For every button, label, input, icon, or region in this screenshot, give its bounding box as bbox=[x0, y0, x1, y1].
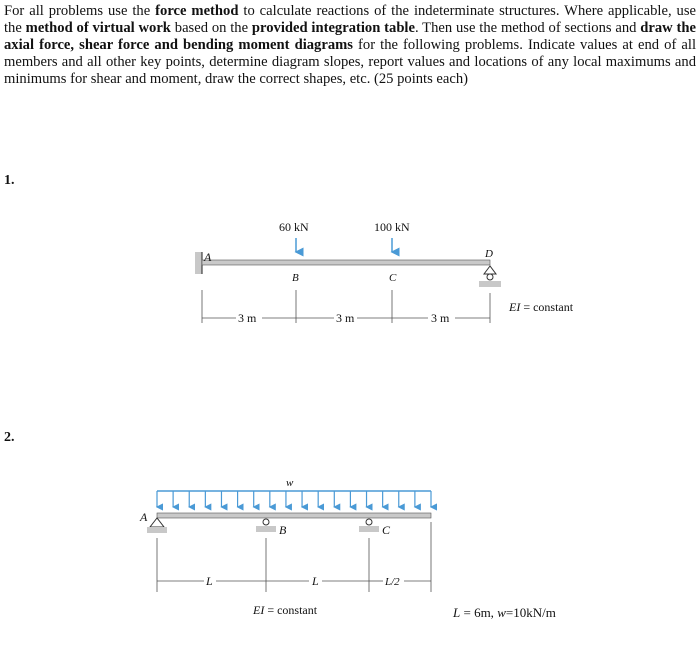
force-method-emphasis: force method bbox=[155, 3, 239, 19]
beam-1 bbox=[202, 260, 490, 265]
integration-table-emphasis: provided integration table bbox=[251, 20, 415, 36]
span-overhang-label: L/2 bbox=[385, 576, 400, 588]
problem-1-figure bbox=[195, 220, 574, 325]
parameters-label: L = 6m, w=10kN/m bbox=[453, 605, 556, 620]
problem-2-number: 2. bbox=[4, 430, 15, 445]
virtual-work-emphasis: method of virtual work bbox=[25, 20, 171, 36]
diagrams-emphasis: draw the axial force, shear force and bending moment diagrams bbox=[4, 20, 696, 53]
load-w-label: w bbox=[286, 477, 294, 489]
problem-2-figure bbox=[139, 477, 556, 620]
node-b-label: B bbox=[292, 272, 299, 284]
ei-constant-label-2: EI = constant bbox=[253, 603, 318, 617]
span-bc-label: 3 m bbox=[336, 311, 355, 325]
ei-constant-label-1: EI = constant bbox=[509, 300, 574, 314]
problem-1-number: 1. bbox=[4, 173, 15, 188]
roller-support-b bbox=[256, 519, 276, 532]
problem-instructions: For all problems use the force method to calculate reactions of the indeterminate structures. Where applicable, use the method of virtual work based on the provided integration table. Then use the method of sections and draw the axial force, shear force and bending moment diagrams for the following problems. Indicate values at end of all members and all other key points, determine diagram slopes, report values and locations of any local maximums and minimums for shear and moment, draw the correct shapes, etc. (25 points each) bbox=[4, 3, 696, 87]
roller-support-d bbox=[479, 266, 501, 287]
fixed-support-a bbox=[195, 252, 202, 274]
beam-2 bbox=[157, 513, 431, 518]
node-d-label: D bbox=[485, 248, 493, 260]
span-bc-label-2: L bbox=[312, 574, 319, 588]
distributed-load-arrows bbox=[157, 491, 431, 507]
pin-support-a bbox=[147, 518, 167, 533]
node-a-label: A bbox=[204, 250, 212, 264]
node-c-label-2: C bbox=[382, 523, 391, 537]
load-c-label: 100 kN bbox=[374, 220, 410, 234]
node-a-label-2: A bbox=[140, 510, 148, 524]
span-ab-label: 3 m bbox=[238, 311, 257, 325]
load-b-label: 60 kN bbox=[279, 220, 309, 234]
node-b-label-2: B bbox=[279, 523, 287, 537]
node-c-label: C bbox=[389, 272, 397, 284]
span-ab-label-2: L bbox=[206, 574, 213, 588]
span-cd-label: 3 m bbox=[431, 311, 450, 325]
roller-support-c bbox=[359, 519, 379, 532]
